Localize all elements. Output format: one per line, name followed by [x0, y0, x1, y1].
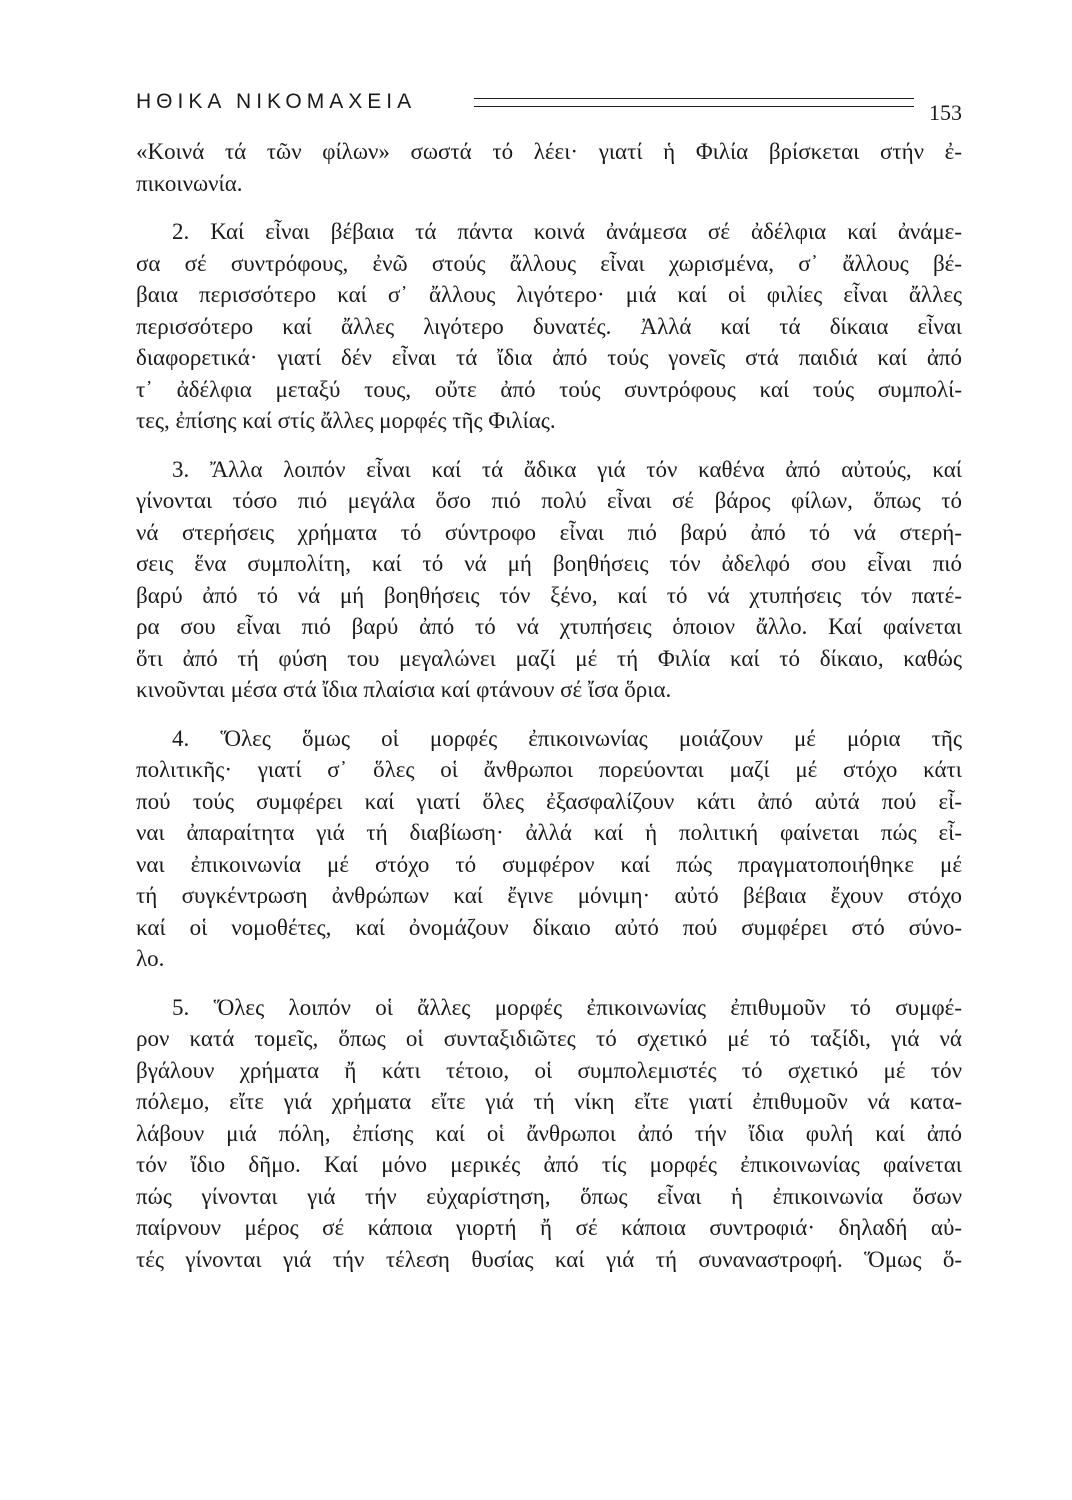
text-line: 3. Ἄλλα λοιπόν εἶναι καί τά ἄδικα γιά τόν καθένα ἀπό αὐτούς, καί [172, 456, 962, 482]
text-line: πολιτικῆς· γιατί σ᾿ ὅλες οἱ ἄνθρωποι πορεύονται μαζί μέ στόχο κάτι [136, 757, 962, 782]
text-line: ναι ἀπαραίτητα γιά τή διαβίωση· ἀλλά καί ἡ πολιτική φαίνεται πώς εἶ- [136, 820, 962, 845]
text-line: πικοινωνία. [136, 170, 243, 196]
text-line: «Κοινά τά τῶν φίλων» σωστά τό λέει· γιατί ἡ Φιλία βρίσκεται στήν ἐ- [136, 139, 962, 164]
text-line: βγάλουν χρήματα ἤ κάτι τέτοιο, οἱ συμπολεμιστές τό σχετικό μέ τόν [136, 1057, 962, 1083]
running-header [136, 88, 962, 128]
text-line: γίνονται τόσο πιό μεγάλα ὅσο πιό πολύ εἶναι σέ βάρος φίλων, ὅπως τό [136, 488, 962, 513]
text-line: πού τούς συμφέρει καί γιατί ὅλες ἐξασφαλίζουν κάτι ἀπό αὐτά πού εἶ- [136, 788, 962, 814]
text-line: τή συγκέντρωση ἀνθρώπων καί ἔγινε μόνιμη· αὐτό βέβαια ἔχουν στόχο [136, 883, 962, 908]
text-line: διαφορετικά· γιατί δέν εἶναι τά ἴδια ἀπό τούς γονεῖς στά παιδιά καί ἀπό [136, 345, 962, 370]
paragraph-1 [136, 136, 962, 199]
text-line: 4. Ὅλες ὅμως οἱ μορφές ἐπικοινωνίας μοιάζουν μέ μόρια τῆς [172, 725, 962, 751]
text-line: βαια περισσότερο καί σ᾿ ἄλλους λιγότερο· μιά καί οἱ φιλίες εἶναι ἄλλες [136, 282, 962, 307]
text-line: τές γίνονται γιά τήν τέλεση θυσίας καί γιά τή συναναστροφή. Ὅμως ὅ- [136, 1246, 962, 1272]
text-line: λο. [136, 946, 165, 971]
running-title: ΗΘΙΚΑ ΝΙΚΟΜΑΧΕΙΑ [136, 90, 417, 113]
header-double-rule [474, 98, 914, 107]
text-line: πόλεμο, εἴτε γιά χρήματα εἴτε γιά τή νίκη εἴτε γιατί ἐπιθυμοῦν νά κατα- [136, 1089, 962, 1114]
text-line: περισσότερο καί ἄλλες λιγότερο δυνατές. Ἀλλά καί τά δίκαια εἶναι [136, 313, 962, 339]
text-line: τόν ἴδιο δῆμο. Καί μόνο μερικές ἀπό τίς μορφές ἐπικοινωνίας φαίνεται [136, 1152, 962, 1177]
text-line: σα σέ συντρόφους, ἐνῶ στούς ἄλλους εἶναι χωρισμένα, σ᾿ ἄλλους βέ- [136, 250, 962, 276]
body-text [136, 136, 962, 1275]
paragraph-5 [136, 992, 962, 1276]
text-line: ρον κατά τομεῖς, ὅπως οἱ συνταξιδιῶτες τό σχετικό μέ τό ταξίδι, γιά νά [136, 1026, 962, 1051]
text-line: 5. Ὅλες λοιπόν οἱ ἄλλες μορφές ἐπικοινωνίας ἐπιθυμοῦν τό συμφέ- [172, 994, 962, 1020]
text-line: νά στερήσεις χρήματα τό σύντροφο εἶναι πιό βαρύ ἀπό τό νά στερή- [136, 519, 962, 545]
paragraph-2 [136, 216, 962, 437]
text-line: κινοῦνται μέσα στά ἴδια πλαίσια καί φτάνουν σέ ἴσα ὅρια. [136, 677, 672, 702]
text-line: σεις ἕνα συμπολίτη, καί τό νά μή βοηθήσεις τόν ἀδελφό σου εἶναι πιό [136, 551, 962, 576]
text-line: ναι ἐπικοινωνία μέ στόχο τό συμφέρον καί πώς πραγματοποιήθηκε μέ [136, 851, 962, 877]
text-line: 2. Καί εἶναι βέβαια τά πάντα κοινά ἀνάμεσα σέ ἀδέλφια καί ἀνάμε- [172, 219, 962, 244]
paragraph-3 [136, 454, 962, 706]
page-number: 153 [929, 100, 962, 125]
text-line: λάβουν μιά πόλη, ἐπίσης καί οἱ ἄνθρωποι ἀπό τήν ἴδια φυλή καί ἀπό [136, 1120, 962, 1146]
text-line: πώς γίνονται γιά τήν εὐχαρίστηση, ὅπως εἶναι ἡ ἐπικοινωνία ὅσων [136, 1183, 962, 1209]
text-line: ὅτι ἀπό τή φύση του μεγαλώνει μαζί μέ τή Φιλία καί τό δίκαιο, καθώς [136, 645, 962, 671]
text-line: παίρνουν μέρος σέ κάποια γιορτή ἤ σέ κάποια συντροφιά· δηλαδή αὐ- [136, 1215, 962, 1240]
text-line: βαρύ ἀπό τό νά μή βοηθήσεις τόν ξένο, καί τό νά χτυπήσεις τόν πατέ- [136, 582, 962, 608]
text-line: τ᾿ ἀδέλφια μεταξύ τους, οὔτε ἀπό τούς συντρόφους καί τούς συμπολί- [136, 376, 962, 402]
text-line: καί οἱ νομοθέτες, καί ὀνομάζουν δίκαιο αὐτό πού συμφέρει στό σύνο- [136, 914, 962, 940]
text-line: ρα σου εἶναι πιό βαρύ ἀπό τό νά χτυπήσεις ὁποιον ἄλλο. Καί φαίνεται [136, 614, 962, 639]
paragraph-4 [136, 723, 962, 975]
text-line: τες, ἐπίσης καί στίς ἄλλες μορφές τῆς Φιλίας. [136, 408, 556, 433]
